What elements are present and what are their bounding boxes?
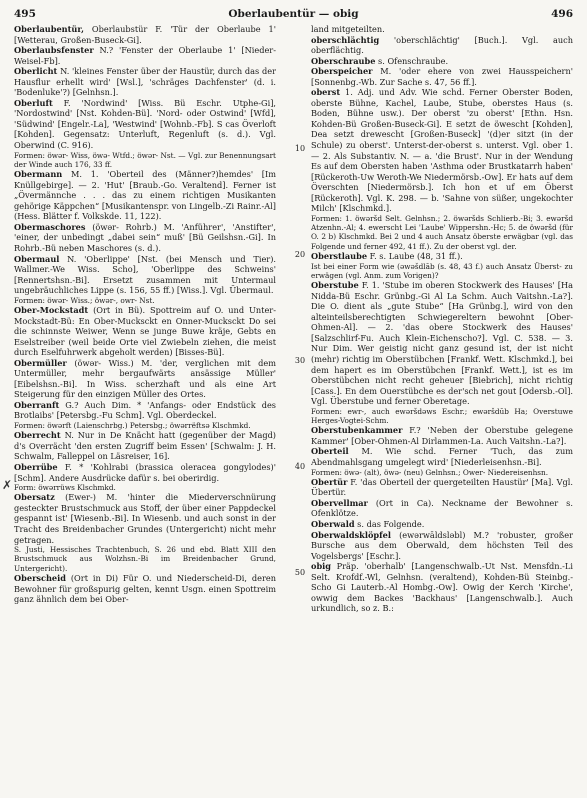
- page-number-right: 496: [551, 8, 573, 20]
- dictionary-entry: [14, 222, 276, 254]
- form-note: [14, 421, 276, 430]
- dictionary-entry: [14, 358, 276, 400]
- entry-headword: Obertür: [311, 476, 348, 487]
- entry-headword: Oberteil: [311, 446, 349, 457]
- entry-headword: Oberschraube: [311, 55, 376, 66]
- entry-text: Form: öwǝrrüws Klschmkd.: [14, 483, 116, 493]
- line-number: 10: [294, 144, 306, 153]
- running-title: Oberlaubentür — obig: [228, 8, 359, 20]
- entry-text: S. Justi, Hessisches Trachtenbuch, S. 26 und ebd. Blatt XIII den Brustschmuck aus Wolzhsn.-Bi im Breidenbacher Grund, Untergericht).: [14, 545, 276, 573]
- page-header: [14, 8, 573, 22]
- entry-text: F.? 'Neben der Oberstube gelegene Kammer' [Ober-Ohmen-Al Dirlammen-La. Auch Vaitshn.-La?].: [311, 425, 573, 446]
- dictionary-entry: [14, 169, 276, 222]
- entry-text: Präp. 'oberhalb' [Langenschwalb.-Ut Nst. Mensfdn.-Li Selt. Krofdf.-Wl, Gelnhsn. (veraltend), Kohden-Bü Steinbg.-Scho Gi Lauterb.-Al Hombg.-Ow]. Owig der Kerch 'Kirche', owwig dem Backes 'Backhaus' [Langenschwalb.]. Auch urkundlich, so z. B.:: [311, 561, 573, 614]
- entry-text: Formen: öwǝr- Wiss, öwǝ- Wtfd.; öwǝr- Nst. — Vgl. zur Benennungsart der Winde auch 176, 33 ff.: [14, 150, 276, 169]
- right-column: [311, 24, 573, 794]
- entry-text: Formen: 1. öwǝršd Selt. Gelnhsn.; 2. öwǝršds Schlierb.-Bi; 3. ewǝršd Atzenhn.-Al; 4. ewerscht Lei 'Laube' Wippershn.-Hc; 5. de öwǝršd (für O. 2 b) Klschmkd. Bei 2 und 4 auch Ansatz öberste erwägbar (vgl. das Folgende und ferner 492, 41 ff.). Zu der oberst vgl. der.: [311, 213, 573, 251]
- entry-text: Formen: öwǝ- (alt), öwǝ- (neu) Gelnhsn.; Ower- Niedereisenhsn.: [311, 467, 549, 477]
- entry-text: M. Wie schd. Ferner 'Tuch, das zum Abendmahlsgang umgelegt wird' [Niederleisenhsn.-Bi].: [311, 446, 573, 467]
- entry-headword: Oberscheid: [14, 572, 66, 583]
- entry-text: N. 'kleines Fenster über der Haustür, durch das der Hausflur erhellt wird' [Wsl.], 'schräges Dachfenster' (d. i. 'Bodenluke'?) [Gelnhsn.].: [14, 66, 276, 98]
- entry-text: M. 'oder ehere von zwei Hausspeichern' [Sonnenbg.-Wb. Zur Sache s. 47, 56 ff.].: [311, 66, 573, 87]
- entry-text: G.? Auch Dim. * 'Anfangs- oder Endstück des Brotlaibs' [Petersbg.-Fu Schm]. Vgl. Oberdeckel.: [14, 399, 276, 421]
- dictionary-entry: [311, 561, 573, 614]
- entry-text: F. 'Nordwind' [Wiss. Bü Eschr. Utphe-Gi], 'Nordostwind' [Nst. Kohden-Bü]. 'Nord- oder Ostwind' [Wfd], 'Südwind' [Engelr.-La], 'Westwind' [Wohnb.-Fb]. S cas Överloft [Kohden]. Gegensatz: Unterluft, Regenluft (s. d.). Vgl. Oberwind (C. 916).: [14, 97, 276, 151]
- dictionary-entry: [311, 66, 573, 87]
- entry-headword: Oberwald: [311, 519, 355, 529]
- form-note: [311, 214, 573, 251]
- entry-text: 'oberschlächtig' [Buch.]. Vgl. auch oberflächtig.: [311, 34, 573, 56]
- entry-text: Formen: öwǝrft (Laienschrbg.) Petersbg.; öwǝrrëftsǝ Klschmkd.: [14, 421, 251, 431]
- entry-headword: Oberstubenkammer: [311, 425, 403, 436]
- entry-text: (Ort in Di) Für O. und Niederscheid-Di, deren Bewohner für großspurig gelten, kennt Usgn. einen Spottreim ganz ähnlich dem bei Ober-: [14, 572, 276, 605]
- form-note: [311, 262, 573, 281]
- dictionary-entry: [14, 462, 276, 483]
- entry-text: F. s. Laube (48, 31 ff.).: [367, 251, 463, 262]
- dictionary-entry: [311, 498, 573, 519]
- entry-headword: Oberspeicher: [311, 66, 373, 77]
- entry-headword: Obersatz: [14, 492, 55, 503]
- dictionary-entry: [311, 35, 573, 56]
- entry-headword: oberst: [311, 87, 341, 98]
- dictionary-entry: [14, 45, 276, 66]
- entry-headword: Oberwaldsklöpfel: [311, 529, 391, 540]
- dictionary-entry: [311, 519, 573, 530]
- dictionary-entry: [311, 477, 573, 498]
- entry-headword: Oberranft: [14, 399, 60, 410]
- dictionary-entry: [311, 280, 573, 407]
- entry-text: N. 'Oberlippe' [Nst. (bei Mensch und Tier). Wallmer.-We Wiss. Scho], 'Oberlippe des Schweins' [Rennertshsn.-Bi]. Ersetzt zusammen mit Untermaul ungebräuchliches Lippe (s. 156, 55 ff.) [Wiss.]. Vgl. Übermaul.: [14, 253, 276, 296]
- entry-text: F. * 'Kohlrabi (brassica oleracea gongylodes)' [Schm]. Andere Ausdrücke dafür s. bei oberirdig.: [14, 461, 276, 483]
- line-number: 30: [294, 356, 306, 365]
- form-note: [14, 483, 276, 492]
- entry-headword: Obermann: [14, 169, 63, 180]
- form-note: [311, 468, 573, 477]
- dictionary-entry: [14, 400, 276, 421]
- dictionary-entry: [311, 425, 573, 446]
- entry-text: F. 'das Oberteil der quergeteilten Haustür' [Ma]. Vgl. Übertür.: [311, 476, 573, 498]
- entry-text: (Ewer-) M. 'hinter die Miederverschnürung gesteckter Brustschmuck aus Stoff, der über einer Pappdeckel gespannt ist' [Wiesenb.-Bi]. In Wiesenb. und auch sonst in der Tracht des Breidenbacher Grundes (Untergericht) nicht mehr getragen.: [14, 492, 276, 545]
- entry-text: Ist bei einer Form wie (ǝwǝšdlāb (s. 48, 43 f.) auch Ansatz Überst- zu erwägen (vgl. Anm. zum Vorigen)?: [311, 261, 573, 280]
- entry-text: M. 1. 'Oberteil des (Männer?)hemdes' [Im Knüllgebirge]. — 2. 'Hut' [Braub.-Go. Veraltend]. Ferner ist „Övermännche . . . das zu einem richtigen Musikanten gehörige Käppchen“ [Musikantenspr. von Lingelb.-Zi Rainr.-Al] (Hess. Blätter f. Volkskde. 11, 122).: [14, 169, 276, 222]
- dictionary-entry: [14, 492, 276, 545]
- entry-headword: Oberlicht: [14, 66, 58, 77]
- form-note: [311, 407, 573, 426]
- left-column: [14, 24, 276, 794]
- entry-headword: Oberrecht: [14, 430, 61, 441]
- margin-cross-mark: ✗: [2, 478, 13, 492]
- dictionary-entry: [311, 56, 573, 67]
- dictionary-entry: [14, 573, 276, 605]
- entry-headword: Oberlaubentür,: [14, 24, 84, 34]
- entry-text: (öwǝr- Rohrb.) M. 'Anführer', 'Anstifter', 'einer, der unbedingt „dabei sein“ muß' [Bü Geilshsn.-Gi]. In Rohrb.-Bü neben Maschores (s. d.).: [14, 221, 276, 253]
- entry-headword: oberschlächtig: [311, 34, 380, 45]
- entry-text: (ewǝrwāldslǝbl) M.? 'robuster, großer Bursche aus dem Oberwald, dem höchsten Teil des Vogelsbergs' [Eschr.].: [311, 529, 573, 561]
- line-number: 50: [294, 568, 306, 577]
- entry-headword: Obermaul: [14, 253, 60, 264]
- form-note: [14, 151, 276, 170]
- dictionary-entry: [311, 24, 573, 35]
- entry-headword: Obermaschores: [14, 221, 86, 232]
- entry-text: s. das Folgende.: [354, 519, 425, 529]
- entry-text: Oberlaubstür F. 'Tür der Oberlaube 1' [Wetterau, Großen-Buseck-Gi].: [14, 24, 276, 45]
- entry-headword: Oberstlaube: [311, 251, 368, 262]
- dictionary-entry: [14, 305, 276, 358]
- dictionary-entry: [311, 251, 573, 262]
- dictionary-entry: [14, 430, 276, 462]
- entry-text: N. Nur in De Knächt hatt (gegenüber der Magd) d's Overrächt 'den ersten Zugriff beim Essen' [Schwalm: J. H. Schwalm, Falleppel on Läsreiser, 16].: [14, 430, 276, 462]
- dictionary-entry: [14, 24, 276, 45]
- entry-headword: Oberrübe: [14, 461, 58, 472]
- entry-text: s. Ofenschraube.: [375, 55, 449, 66]
- line-number: 40: [294, 462, 306, 471]
- page-number-left: 495: [14, 8, 36, 20]
- entry-text: Formen: ewr-, auch ewǝršdǝws Eschr.; ewǝršdūb Ha; Overstuwe Herges-Vogtei-Schm.: [311, 406, 573, 426]
- entry-headword: Oberlaubsfenster: [14, 45, 94, 56]
- entry-text: F. 1. 'Stube im oberen Stockwerk des Hauses' [Ha Nidda-Bü Eschr. Grünbg.-Gi Al La Schm. Auch Vaitshn.-La?]. Die O. dient als „gute Stube“ [Ha Grünbg.], wird von den alteinteilsberechtigten Schwiegereltern bewohnt [Ober-Ohmen-Al]. — 2. 'das obere Stockwerk des Hauses' [Salzschlirf-Fu. Auch Klein-Eichenscho?]. Vgl. C. 538. — 3. Nur Dim. Wer geistig nicht ganz gesund ist, der ist nicht (mehr) richtig im Oberstübchen [Frankf. Wett. Klschmkd.], bei dem hapert es im Oberstübchen [Frankf. Wett.], ist es im Oberstübchen nicht recht geheuer [Biebrich], nicht richtig [Cass.]. En dem Ouerstübche es der'sch net gout [Odersb.-Ol]. Vgl. Überstube und ferner Oberetage.: [311, 280, 573, 407]
- entry-text: (Ort in Bü). Spottreim auf O. und Unter-Mockstadt-Bü: En Ober-Mucksckt en Onner-Mucksckt Do sei die schinnste Weiwer, Wenn se junge Buwe kräje, Gebts en Eselstreiber (weil beide Orte viel Zwiebeln ziehen, die meist durch Eselfuhrwerk abgeholt werden) [Bisses-Bü].: [14, 305, 276, 358]
- entry-headword: Ober-Mockstadt: [14, 305, 89, 316]
- dictionary-entry: [311, 87, 573, 214]
- entry-text: N.? 'Fenster der Oberlaube 1' [Nieder-Weisel-Fb].: [14, 45, 276, 66]
- entry-headword: Obervellmar: [311, 497, 368, 508]
- dictionary-entry: [311, 446, 573, 467]
- dictionary-entry: [311, 530, 573, 562]
- line-number: 20: [294, 250, 306, 259]
- entry-text: (öwǝr- Wiss.) M. 'der, verglichen mit dem Untermüller, mehr bergaufwärts ansässige Müller' [Eibelshsn.-Bi]. In Wiss. scherzhaft und als eine Art Steigerung für den einzigen Müller des Ortes.: [14, 357, 276, 400]
- entry-text: (Ort in Ca). Neckname der Bewohner s. Ofenklötze.: [311, 497, 573, 519]
- entry-headword: Obermüller: [14, 357, 67, 368]
- entry-text: land mitgeteilten.: [311, 24, 385, 34]
- entry-headword: Oberluft: [14, 97, 53, 108]
- entry-headword: Oberstube: [311, 280, 359, 291]
- entry-text: Formen: öwǝr- Wiss.; öwǝr-, owr- Nst.: [14, 295, 155, 305]
- form-note: [14, 545, 276, 573]
- dictionary-entry: [14, 254, 276, 296]
- form-note: [14, 296, 276, 305]
- dictionary-entry: [14, 98, 276, 151]
- entry-headword: obig: [311, 561, 332, 572]
- dictionary-entry: [14, 66, 276, 98]
- entry-text: 1. Adj. und Adv. Wie schd. Ferner Oberster Boden, oberste Bühne, Kachel, Laube, Stube, oberstes Haus (s. Boden, Bühne usw.). Der oberst 'zu oberst' [Ethn. Hsn. Kohden-Bü Großen-Buseck-Gi]. E setzt de öwescht [Kohden], Dea setzt drewescht [Großen-Buseck] '(d)er sitzt (in der Schule) zu oberst'. Unterst-der-oberst s. unterst. Vgl. ober 1. — 2. Als Substantiv. N. — a. 'die Brust'. Nur in der Wendung Es auf dem Obersten haben 'Asthma oder Brustkatarrh haben' [Rückeroth-Uw Weroth-We Niedermörsb.-Ow]. Er hats auf dem Överschten [Niedermörsb.]. Ich hon et uf em Öberst [Rückeroth]. Vgl. K. 298. — b. 'Sahne von süßer, ungekochter Milch' [Klschmkd.].: [311, 87, 573, 214]
